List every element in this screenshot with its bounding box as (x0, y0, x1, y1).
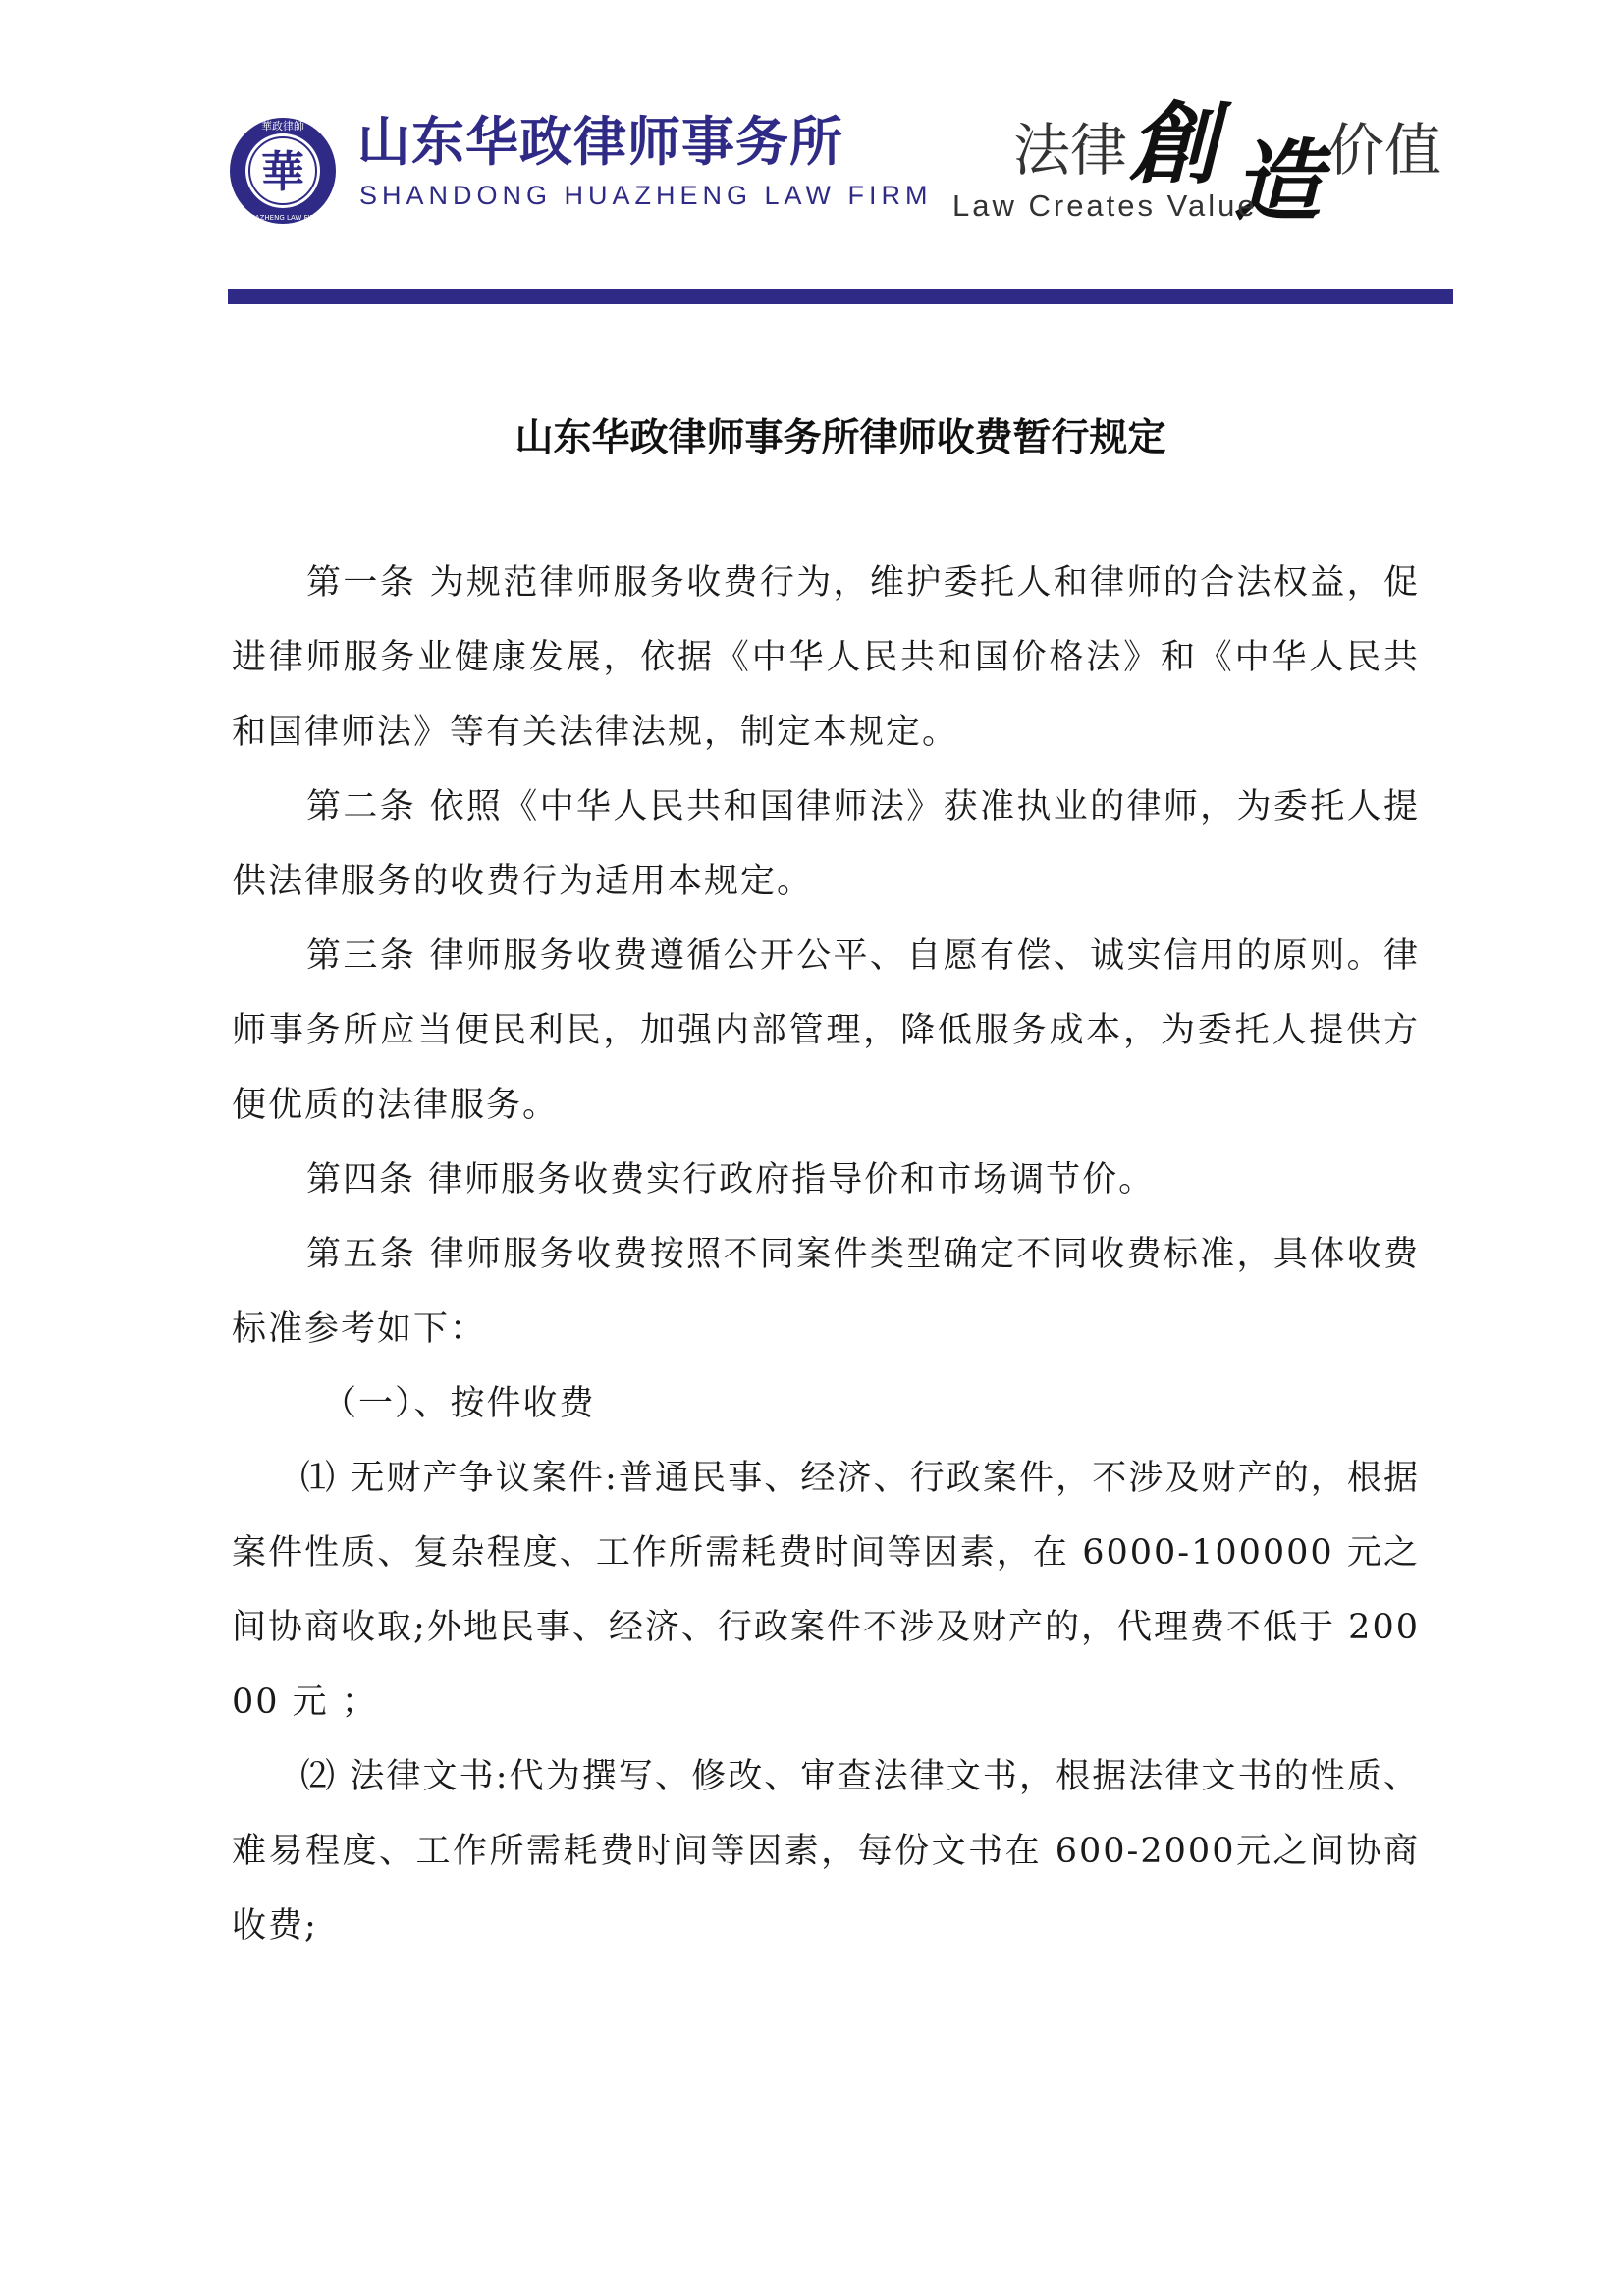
article-paragraph: 第一条 为规范律师服务收费行为，维护委托人和律师的合法权益，促进律师服务业健康发展，依据《中华人民共和国价格法》和《中华人民共和国律师法》等有关法律法规，制定本规定。 (232, 563, 1420, 752)
article-paragraph: 第四条 律师服务收费实行政府指导价和市场调节价。 (306, 1160, 1156, 1200)
firm-name-english: SHANDONG HUAZHENG LAW FIRM (359, 181, 933, 210)
firm-seal-logo (228, 116, 338, 226)
document-body (232, 546, 1420, 1963)
slogan-chinese-part2: 价值 (1327, 117, 1442, 184)
article-paragraph: 第二条 依照《中华人民共和国律师法》获准执业的律师，为委托人提供法律服务的收费行为适用本规定。 (232, 787, 1420, 901)
slogan-brush-char-1: 創 (1129, 92, 1218, 196)
letterhead (228, 92, 1453, 245)
slogan-chinese-part1: 法律 (1013, 117, 1128, 184)
section-heading: （一）、按件收费 (322, 1384, 596, 1423)
article-paragraph: 第五条 律师服务收费按照不同案件类型确定不同收费标准，具体收费标准参考如下： (232, 1235, 1420, 1349)
article-paragraph: 第三条 律师服务收费遵循公开公平、自愿有偿、诚实信用的原则。律师事务所应当便民利民，加强内部管理，降低服务成本，为委托人提供方便优质的法律服务。 (232, 936, 1420, 1125)
header-divider (228, 289, 1453, 304)
seal-center-char: 華 (261, 147, 304, 197)
seal-bottom-text: HUAZHENG LAW FIRM (244, 214, 321, 222)
slogan-english: Law Creates Value (952, 188, 1258, 223)
slogan-brush-char-2: 造 (1233, 130, 1322, 234)
list-item: ⑴ 无财产争议案件:普通民事、经济、行政案件，不涉及财产的，根据案件性质、复杂程度、工作所需耗费时间等因素，在 6000-100000 元之间协商收取;外地民事、经济、行政案件不涉及财产的，代理费不低于 20000 元 ； (232, 1459, 1420, 1722)
firm-name-chinese: 山东华政律师事务所 (357, 111, 843, 173)
seal-top-text: 華政律師 (261, 120, 304, 133)
list-item: ⑵ 法律文书:代为撰写、修改、审查法律文书，根据法律文书的性质、难易程度、工作所需耗费时间等因素，每份文书在 600-2000元之间协商收费; (232, 1757, 1420, 1946)
document-title: 山东华政律师事务所律师收费暂行规定 (514, 416, 1166, 460)
